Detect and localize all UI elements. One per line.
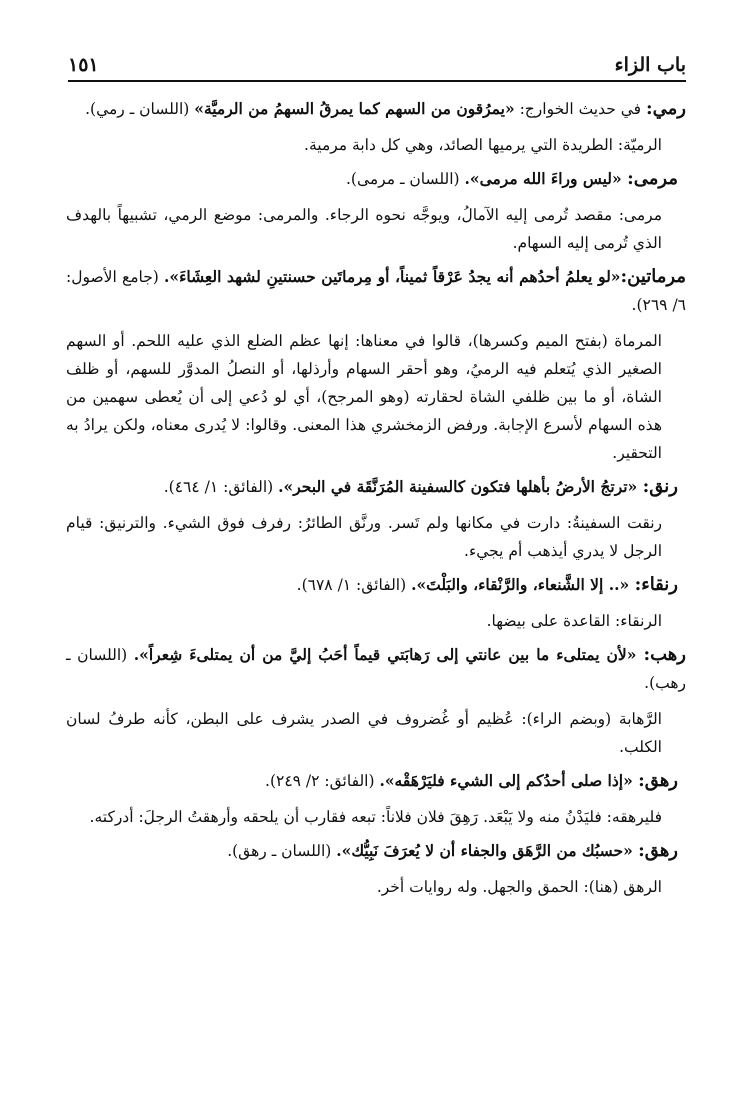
hadith-quote: «حسبُك من الرَّهَق والجفاء أن لا يُعرَفَ نَبِيُّك».	[336, 841, 639, 860]
source-reference: (اللسان ـ رمي).	[85, 100, 195, 118]
hadith-quote: «لو يعلمُ أحدُهم أنه يجدُ عَرْقاً ثميناً، أو مِرماتَين حسنتينِ لشهد العِشَاءَ».	[163, 267, 621, 286]
entry-ramy	[66, 95, 686, 123]
source-reference: (الفائق: ٢/ ٢٤٩).	[265, 772, 380, 790]
entry-intro: في حديث الخوارج:	[514, 100, 647, 118]
explanation: فليرهقه: فليَدْنُ منه ولا يَبْعَد. رَهِقَ فلان فلاناً: تبعه فقارب أن يلحقه وأرهقتُ الرجلَ: أدركته.	[89, 808, 662, 826]
hadith-quote: «لأن يمتلىء ما بين عانتي إلى رَهابَتي قيماً أحَبُ إليَّ من أن يمتلىءَ شِعراً».	[133, 645, 644, 664]
headword: رمي:	[646, 98, 686, 119]
source-reference: (الفائق: ١/ ٦٧٨).	[296, 576, 412, 594]
hadith-quote: «ترتجُ الأرضُ بأهلها فتكون كالسفينة المُرَنَّقَة في البحر».	[278, 477, 643, 496]
hadith-quote: «إذا صلى أحدُكم إلى الشيء فليَرْهَقْه».	[379, 771, 639, 790]
headword: مرماتين:	[620, 266, 686, 287]
entry-rahab	[66, 641, 686, 697]
source-reference: (الفائق: ١/ ٤٦٤).	[163, 478, 279, 496]
source-reference: (اللسان ـ رهق).	[227, 842, 337, 860]
explanation: الرَّهابة (وبضم الراء): عُظيم أو غُضروف في الصدر يشرف على البطن، كأنه طرفُ لسان الكلب.	[66, 710, 662, 756]
entry-raniq	[66, 473, 686, 501]
explanation: مرمى: مقصد تُرمى إليه الآمالُ، ويوجَّه نحوه الرجاء. والمرمى: موضع الرمي، تشبيهاً بالهدف الذي تُرمى إليه السهام.	[66, 206, 662, 252]
explanation: رنقت السفينةُ: دارت في مكانها ولم تَسر. ورنَّق الطائرُ: رفرف فوق الشيء. والترنيق: قيام الرجل لا يدري أيذهب أم يجيء.	[66, 514, 662, 560]
source-reference: (جامع الأصول: ٦/ ٢٦٩).	[66, 268, 686, 314]
source-reference: (اللسان ـ مرمى).	[345, 170, 465, 188]
entry-marma	[66, 165, 686, 193]
page-number: ١٥١	[68, 54, 99, 76]
entry-rahaq-1	[66, 767, 686, 795]
headword: مرمى:	[627, 168, 678, 189]
dictionary-content	[66, 95, 686, 907]
explanation: المرماة (بفتح الميم وكسرها)، قالوا في معناها: إنها عظم الضلع الذي عليه اللحم. أو السهم الصغير الذي يُتعلم فيه الرميُ، وهو أحقر السهام وأرذلها، أو النصلُ المدوَّر للسهم، أو ظلف الشاة، أو ما بين ظلفي الشاة لحقارته (وهو المرجح)، أي لو دُعي إلى أن يُعطى سهمين من هذه السهام لأسرع الإجابة. ورفض الزمخشري هذا المعنى. وقالوا: لا يُدرى معناه، ولكن يرادُ به التحقير.	[66, 332, 662, 462]
headword: رهق:	[638, 770, 678, 791]
entry-mirmatayn	[66, 263, 686, 319]
explanation: الرميّة: الطريدة التي يرميها الصائد، وهي كل دابة مرمية.	[304, 136, 662, 154]
explanation: الرنقاء: القاعدة على بيضها.	[486, 612, 662, 630]
chapter-title: باب الزاء	[614, 54, 686, 76]
explanation: الرهق (هنا): الحمق والجهل. وله روايات أخر.	[376, 878, 662, 896]
entry-ranqa	[66, 571, 686, 599]
headword: رنق:	[642, 476, 678, 497]
headword: رنقاء:	[634, 574, 678, 595]
headword: رهب:	[643, 644, 686, 665]
hadith-quote: «ليس وراءَ الله مرمى».	[464, 169, 628, 188]
source-reference: (اللسان ـ رهب).	[66, 646, 686, 692]
hadith-quote: «يمرُقون من السهم كما يمرقُ السهمُ من الرميَّة»	[194, 99, 515, 118]
entry-rahaq-2	[66, 837, 686, 865]
page-header	[68, 50, 686, 82]
hadith-quote: «.. إلا الشَّنعاء، والرَّنْقاء، والبَلْتَ».	[411, 575, 635, 594]
headword: رهق:	[638, 840, 678, 861]
